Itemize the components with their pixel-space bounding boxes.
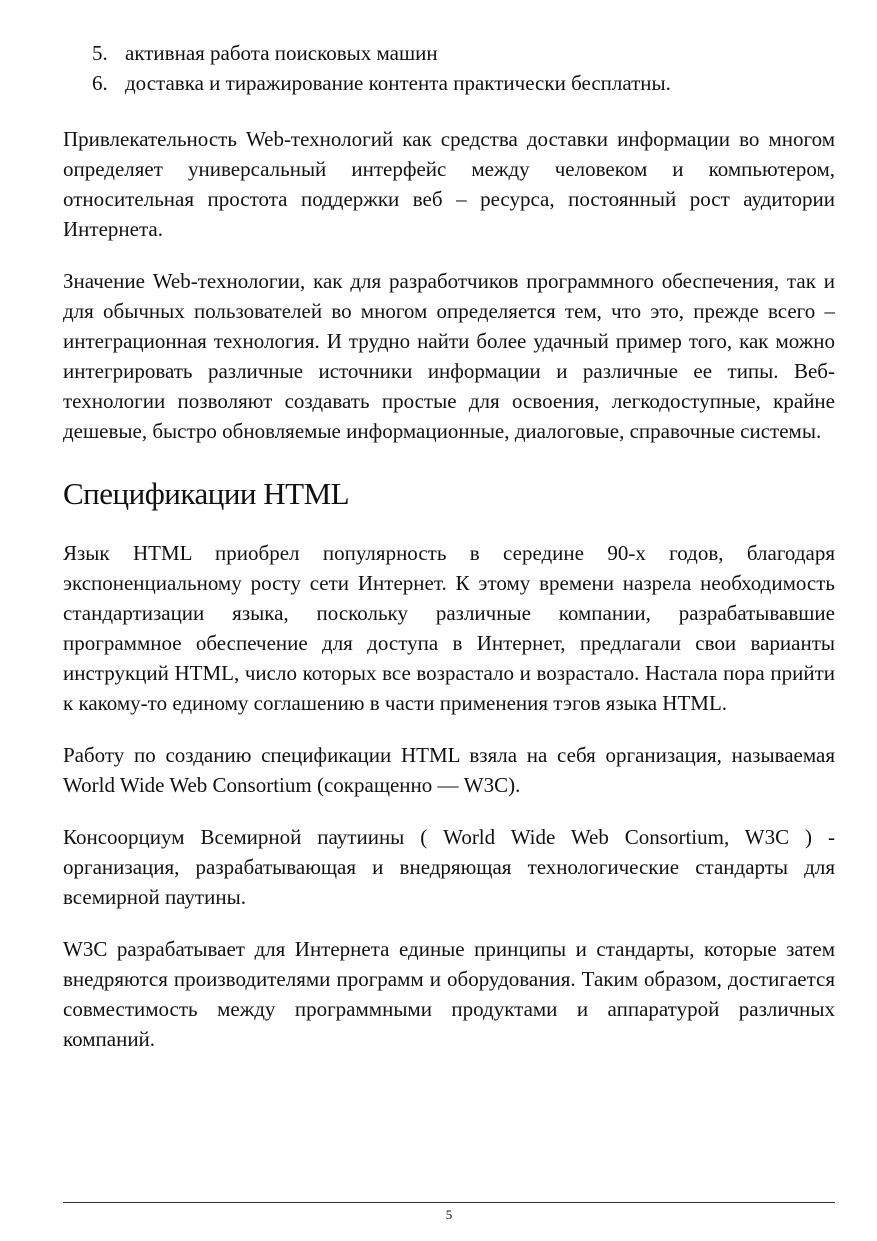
list-item-text: доставка и тиражирование контента практически бесплатны. — [125, 71, 671, 95]
list-item — [63, 68, 835, 98]
numbered-list — [63, 38, 835, 98]
paragraph: Значение Web-технологии, как для разработчиков программного обеспечения, так и для обычных пользователей во многом определяется тем, что это, прежде всего – интеграционная технология. И трудно найти более удачный пример того, как можно интегрировать различные источники информации и различные ее типы. Веб-технологии позволяют создавать простые для освоения, легкодоступные, крайне дешевые, быстро обновляемые информационные, диалоговые, справочные системы. — [63, 269, 835, 443]
page-content — [63, 38, 835, 1076]
paragraph: Язык HTML приобрел популярность в середине 90-х годов, благодаря экспоненциальному росту сети Интернет. К этому времени назрела необходимость стандартизации языка, поскольку различные компании, разрабатывавшие программное обеспечение для доступа в Интернет, предлагали свои варианты инструкций HTML, число которых все возрастало и возрастало. Настала пора прийти к какому-то единому соглашению в части применения тэгов языка HTML. — [63, 541, 835, 715]
paragraph: Консоорциум Всемирной паутиины ( World Wide Web Consortium, W3C ) - организация, разрабатывающая и внедряющая технологические стандарты для всемирной паутины. — [63, 825, 835, 909]
section-heading: Спецификации HTML — [63, 476, 350, 511]
list-item — [63, 38, 835, 68]
list-item-number: 6. — [92, 71, 108, 95]
list-item-number: 5. — [92, 41, 108, 65]
paragraph: Работу по созданию спецификации HTML взяла на себя организация, называемая World Wide Web Consortium (сокращенно — W3C). — [63, 743, 835, 797]
page-number: 5 — [445, 1207, 453, 1222]
list-item-text: активная работа поисковых машин — [125, 41, 438, 65]
footer-divider — [63, 1202, 835, 1203]
paragraph: W3C разрабатывает для Интернета единые принципы и стандарты, которые затем внедряются производителями программ и оборудования. Таким образом, достигается совместимость между программными продуктами и аппаратурой различных компаний. — [63, 937, 835, 1051]
paragraph: Привлекательность Web-технологий как средства доставки информации во многом определяет универсальный интерфейс между человеком и компьютером, относительная простота поддержки веб – ресурса, постоянный рост аудитории Интернета. — [63, 127, 835, 241]
